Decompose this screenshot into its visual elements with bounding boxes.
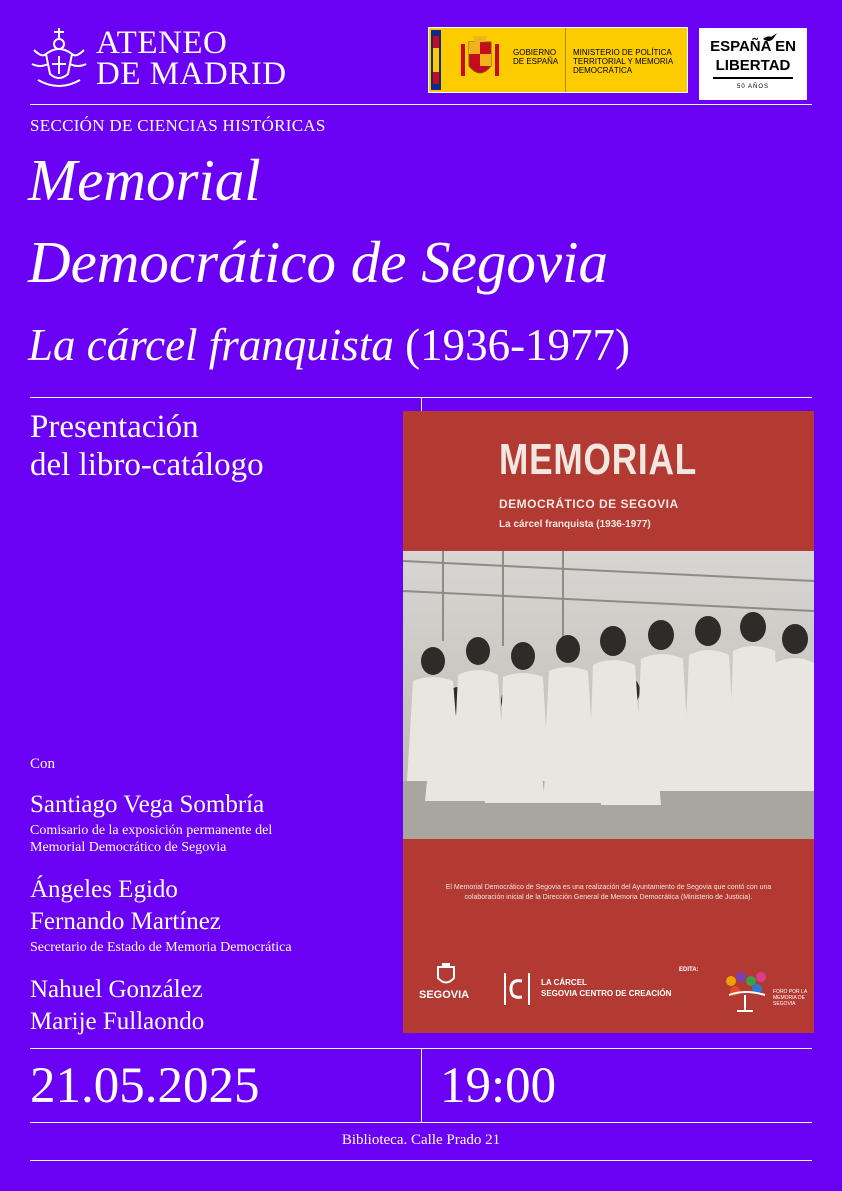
historical-photo: [403, 551, 814, 839]
gobierno-label: GOBIERNO DE ESPAÑA: [513, 48, 559, 66]
book-description: El Memorial Democrático de Segovia es una realización del Ayuntamiento de Segovia que contó con una colaboración inicial de la Dirección General de Memoria Democrática (Ministerio de Justicia).: [445, 884, 772, 901]
book-cover: [403, 411, 814, 1033]
divider-vertical-bottom: [421, 1048, 422, 1122]
espana-en-libertad-logo: [699, 28, 807, 100]
espana-rule: [713, 77, 793, 79]
section-label: SECCIÓN DE CIENCIAS HISTÓRICAS: [30, 116, 326, 135]
divider-vertical-top: [421, 397, 422, 411]
carcel-line1: LA CÁRCEL: [541, 978, 587, 987]
con-label: Con: [30, 756, 56, 772]
ateneo-line1: ATENEO: [96, 25, 228, 61]
subtitle-years: (1936-1977): [405, 320, 631, 370]
gov-divider: [565, 28, 566, 92]
ateneo-crest-icon: [28, 24, 90, 94]
eu-spain-flag-icon: [431, 30, 441, 90]
divider-venue-bottom: [30, 1160, 812, 1161]
segovia-label: SEGOVIA: [419, 989, 470, 1001]
speaker-3-name: Fernando Martínez: [30, 908, 221, 935]
espana-line1: ESPAÑA EN: [710, 38, 796, 55]
speaker-2-name: Ángeles Egido: [30, 876, 178, 903]
event-time: 19:00: [440, 1058, 557, 1114]
gobierno-logo: [428, 27, 688, 93]
speaker-1-role-line1: Comisario de la exposición permanente del: [30, 823, 273, 838]
espana-line3: 50 AÑOS: [736, 84, 769, 90]
book-subtitle: DEMOCRÁTICO DE SEGOVIA: [499, 497, 679, 511]
speaker-1-name: Santiago Vega Sombría: [30, 791, 265, 818]
carcel-label: [541, 977, 671, 999]
book-subtitle2: La cárcel franquista (1936-1977): [499, 519, 651, 530]
presentation-line2: del libro-catálogo: [30, 447, 264, 483]
event-venue: Biblioteca. Calle Prado 21: [341, 1132, 501, 1148]
carcel-line2: SEGOVIA CENTRO DE CREACIÓN: [541, 989, 672, 998]
title-line2: Democrático de Segovia: [28, 229, 608, 295]
ateneo-line2: DE MADRID: [96, 56, 287, 92]
subtitle-italic: La cárcel franquista: [28, 320, 394, 370]
segovia-crest-icon: [435, 963, 457, 987]
edita-label: EDITA:: [679, 967, 699, 973]
speaker-1-role: [30, 822, 272, 856]
carcel-c-icon: [503, 971, 531, 1007]
speaker-1-role-line2: Memorial Democrático de Segovia: [30, 840, 227, 855]
ministry-label: MINISTERIO DE POLÍTICA TERRITORIAL Y MEMORIA DEMOCRÁTICA: [573, 48, 673, 75]
spain-coat-of-arms-icon: [457, 36, 503, 84]
ateneo-logo-text: [96, 25, 287, 92]
speaker-5-name: Marije Fullaondo: [30, 1008, 205, 1035]
presentation-line1: Presentación: [30, 409, 199, 445]
foro-label: FORO POR LA MEMORIA DE SEGOVIA: [773, 989, 807, 1007]
speaker-4-name: Nahuel González: [30, 976, 203, 1003]
espana-line2: LIBERTAD: [715, 57, 791, 74]
divider-top: [30, 104, 812, 105]
divider-venue-top: [30, 1122, 812, 1123]
presentation-text: [30, 408, 264, 484]
subtitle: [28, 320, 630, 370]
speaker-3-role: Secretario de Estado de Memoria Democrática: [30, 940, 292, 955]
book-title: MEMORIAL: [499, 435, 698, 484]
title-line1: Memorial: [28, 147, 261, 213]
event-date: 21.05.2025: [30, 1058, 260, 1114]
